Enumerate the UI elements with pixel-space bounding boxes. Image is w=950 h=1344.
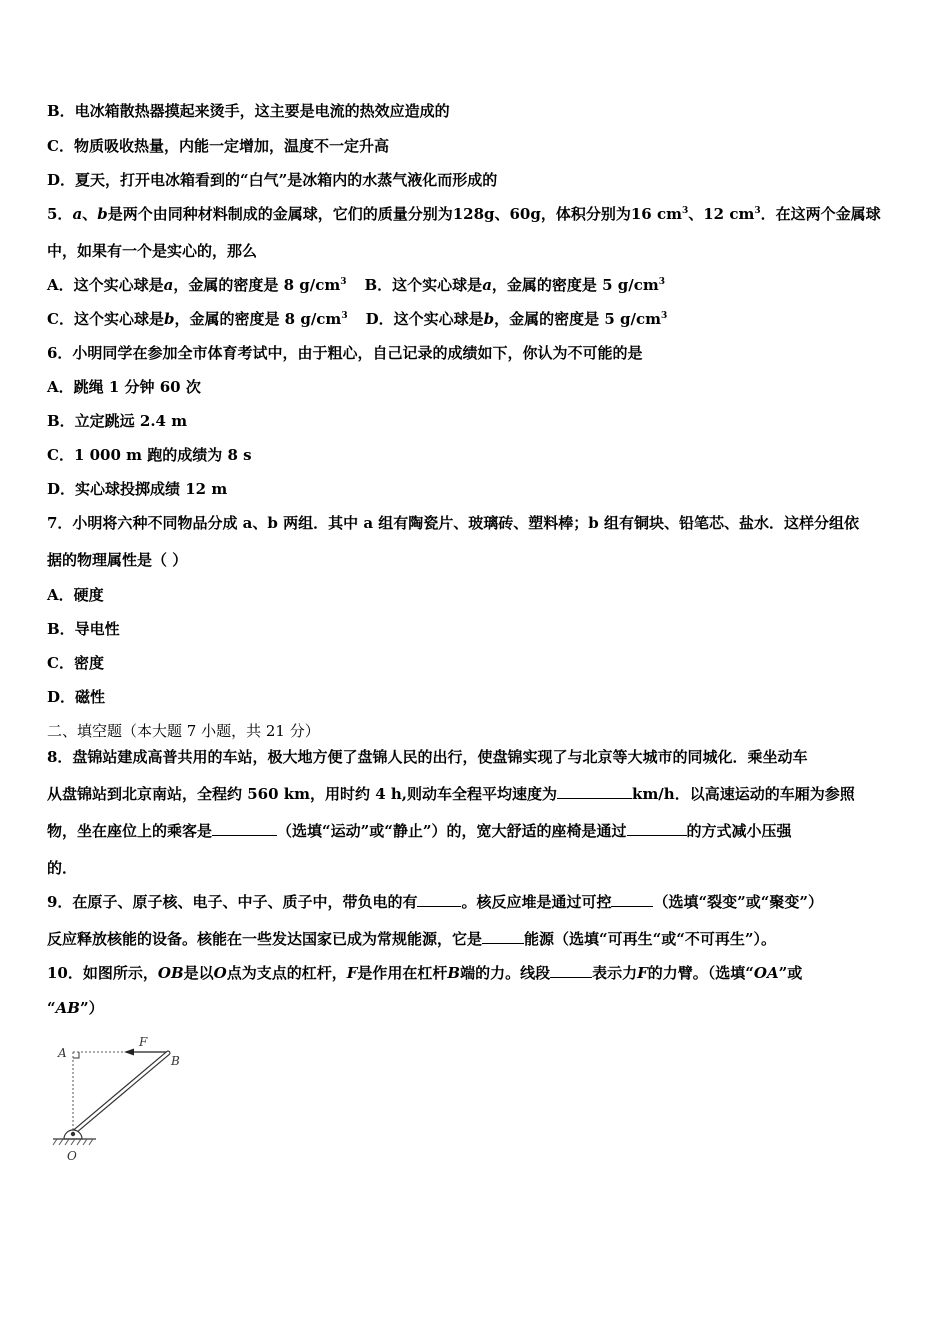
q5-options-ab: A．这个实心球是a，金属的密度是 8 $g/cm^3$ B．这个实心球是a，金属的密度是 5 $g/cm^3$ [47,276,666,294]
pivot-point [71,1132,75,1136]
q8-line4: 的． [47,859,78,877]
q6-option-d: D．实心球投掷成绩 12 m [47,480,228,498]
label-b: B [171,1054,180,1068]
answer-blank[interactable] [482,929,524,944]
q10-line2: “AB”） [47,999,104,1017]
label-f: F [139,1035,148,1049]
section-heading: 二、填空题（本大题 7 小题，共 21 分） [47,722,320,740]
force-arrowhead [124,1049,134,1056]
answer-blank[interactable] [417,892,461,907]
label-o: O [67,1149,77,1163]
answer-blank[interactable] [557,784,632,799]
q5-stem-line2: 中，如果有一个是实心的，那么 [47,242,258,260]
ground-hatching [53,1139,93,1145]
q5-stem-line1: 5．a、b是两个由同种材料制成的金属球，它们的质量分别为128g、60g，体积分别为16 $cm^3$、12 $cm^3$．在这两个金属球 [47,205,881,223]
answer-blank[interactable] [212,821,277,836]
q8-line3: 物，坐在座位上的乘客是 （选填“运动”或“静止”）的，宽大舒适的座椅是通过 的方式减小压强 [47,822,792,840]
q6-option-a: A．跳绳 1 分钟 60 次 [47,378,201,396]
q7-option-a: A．硬度 [47,586,104,604]
q6-stem: 6．小明同学在参加全市体育考试中，由于粗心，自己记录的成绩如下，你认为不可能的是 [47,344,643,362]
q4-option-c: C．物质吸收热量，内能一定增加，温度不一定升高 [47,137,389,155]
answer-blank[interactable] [611,892,653,907]
q9-line2: 反应释放核能的设备。核能在一些发达国家已成为常规能源，它是 能源（选填“可再生“或“不可再生”）。 [47,930,777,948]
lever-diagram [48,1030,198,1170]
q4-option-b: B．电冰箱散热器摸起来烫手，这主要是电流的热效应造成的 [47,102,450,120]
answer-blank[interactable] [627,821,687,836]
q9-line1: 9．在原子、原子核、电子、中子、质子中，带负电的有 。核反应堆是通过可控 （选填“裂变”或“聚变”） [47,893,823,911]
q6-option-b: B．立定跳远 2.4 m [47,412,188,430]
answer-blank[interactable] [550,963,592,978]
label-a: A [58,1046,67,1060]
q8-line1: 8．盘锦站建成高普共用的车站，极大地方便了盘锦人民的出行，使盘锦实现了与北京等大城市的同城化．乘坐动车 [47,748,808,766]
q7-stem-line2: 据的物理属性是（ ） [47,551,188,569]
q7-option-c: C．密度 [47,654,104,672]
q8-line2: 从盘锦站到北京南站，全程约 560 km，用时约 4 h,则动车全程平均速度为 km/h．以高速运动的车厢为参照 [47,785,855,803]
q4-option-d: D．夏天，打开电冰箱看到的“白气”是冰箱内的水蒸气液化而形成的 [47,171,498,189]
q6-option-c: C．1 000 m 跑的成绩为 8 s [47,446,252,464]
q10-line1: 10．如图所示，OB是以O点为支点的杠杆，F是作用在杠杆B端的力。线段 表示力F的力臂。（选填“OA”或 [47,964,803,982]
q5-options-cd: C．这个实心球是b，金属的密度是 8 $g/cm^3$ D．这个实心球是b，金属的密度是 5 $g/cm^3$ [47,310,668,328]
right-angle-marker [73,1052,79,1058]
q7-option-b: B．导电性 [47,620,120,638]
q7-option-d: D．磁性 [47,688,106,706]
q7-stem-line1: 7．小明将六种不同物品分成 a、b 两组．其中 a 组有陶瓷片、玻璃砖、塑料棒；b 组有铜块、铅笔芯、盐水．这样分组依 [47,514,859,532]
lever-rod [73,1053,168,1133]
